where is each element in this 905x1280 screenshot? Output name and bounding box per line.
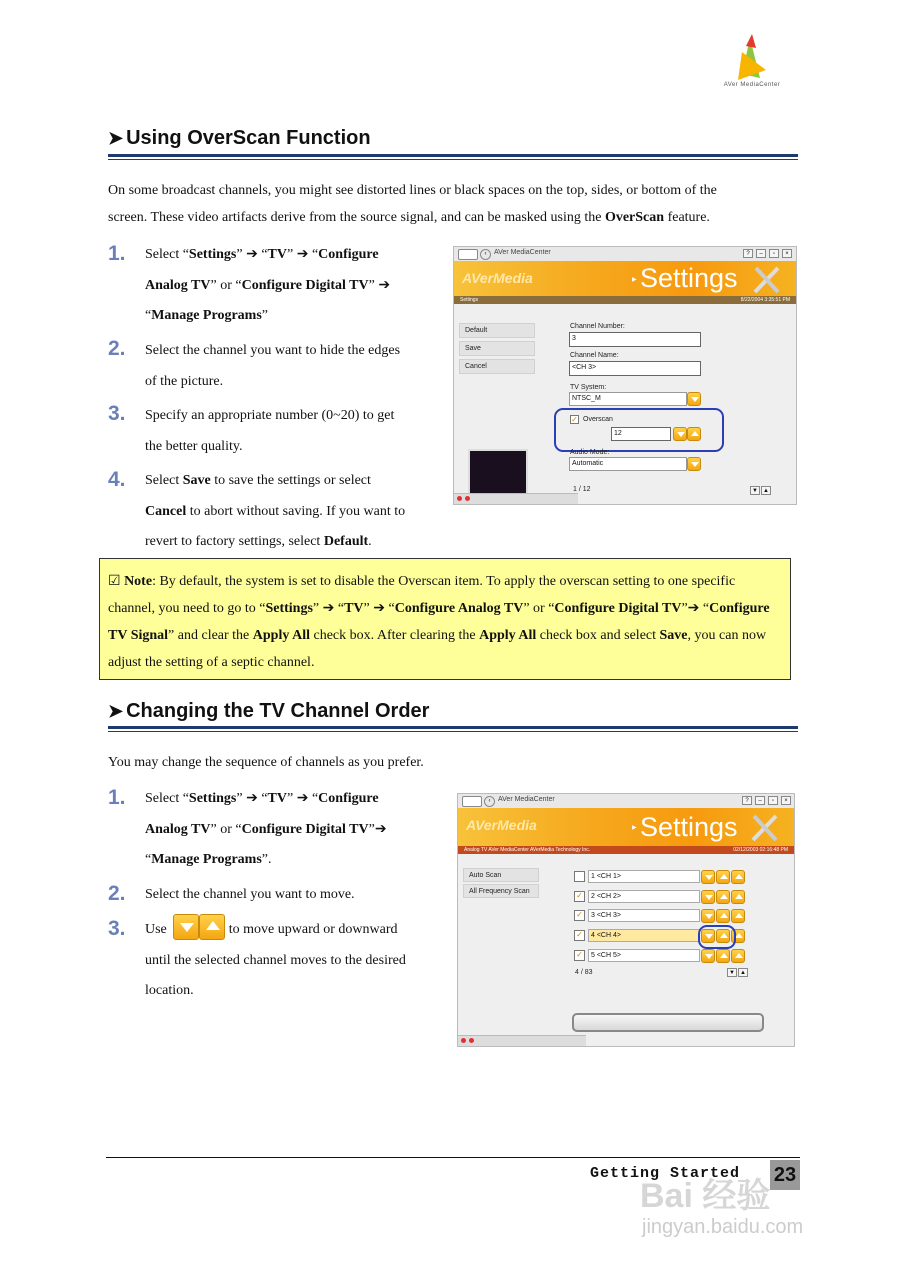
dropdown-icon [687, 457, 701, 471]
step-text: Use to move upward or downward until the selected channel moves to the desired location. [145, 915, 440, 1007]
move-up-icon [731, 890, 745, 904]
step-number: 4. [108, 468, 126, 491]
minimize-icon: – [755, 796, 765, 805]
overscan-checkbox: ✓ [571, 415, 578, 424]
channel-row: 5 <CH 5> [588, 949, 700, 962]
move-up-icon [731, 870, 745, 884]
page-indicator: 4 / 83 [575, 969, 593, 976]
step-number: 3. [108, 917, 126, 940]
move-down-icon [701, 890, 715, 904]
cancel-button: Cancel [459, 359, 535, 374]
overscan-value-field: 12 [611, 427, 671, 441]
brand-text: AVerMedia [466, 817, 537, 833]
channel-name-field: <CH 3> [569, 361, 701, 376]
step-text: Select the channel you want to hide the edges of the picture. [145, 343, 401, 389]
tools-icon [750, 262, 784, 296]
move-down-icon [701, 870, 715, 884]
help-icon: ? [743, 249, 753, 258]
player-controls [458, 1035, 586, 1046]
channel-number-field: 3 [569, 332, 701, 347]
move-up-icon [731, 949, 745, 963]
player-controls [454, 493, 578, 504]
section-rule-thin [108, 159, 798, 160]
move-up-icon [716, 890, 730, 904]
move-down-icon [701, 949, 715, 963]
banner-title: Settings [640, 812, 738, 842]
channel-checkbox: ✓ [574, 950, 585, 961]
step-text: Select “Settings” ➔ “TV” ➔ “Configure Analog TV” or “Configure Digital TV”➔ “Manage Programs”. [145, 791, 387, 867]
move-arrows-icon [169, 920, 227, 940]
step-text: Select the channel you want to move. [145, 887, 355, 902]
audio-mode-label: Audio Mode: [570, 449, 610, 456]
channel-number-label: Channel Number: [570, 323, 625, 330]
checkbox-icon: ☑ [108, 573, 121, 589]
close-icon: × [781, 796, 791, 805]
section-rule [108, 154, 798, 157]
channel-row: 2 <CH 2> [588, 890, 700, 903]
logo-text: AVer MediaCenter [723, 82, 781, 88]
page-up-icon: ▲ [761, 486, 771, 495]
brand-text: AVerMedia [462, 270, 533, 286]
watermark-url: jingyan.baidu.com [642, 1216, 804, 1238]
footer-rule [106, 1157, 800, 1158]
section-title-overscan: ➤ Using OverScan Function [108, 127, 371, 149]
move-up-icon [716, 909, 730, 923]
help-icon: ? [742, 796, 752, 805]
window-titlebar [454, 247, 796, 262]
note-text: ☑ Note: By default, the system is set to disable the Overscan item. To apply the overscan setting to one specific channel, you need to go to “Settings” ➔ “TV” ➔ “Configure Analog TV” or “Configure Digital TV”➔ “Configure TV Signal” and clear the Apply All check box. After clearing the Apply All check box and select Save, you can now adjust the setting of a septic channel. [108, 573, 770, 670]
home-icon [462, 796, 482, 807]
step-text: Specify an appropriate number (0~20) to get the better quality. [145, 408, 395, 454]
section-rule [108, 726, 798, 729]
audio-mode-select: Automatic [569, 457, 687, 471]
default-button: Default [459, 323, 535, 338]
home-icon [458, 249, 478, 260]
window-titlebar [458, 794, 794, 809]
settings-screenshot [453, 246, 797, 505]
increase-icon [687, 427, 701, 441]
back-icon: ‹ [484, 796, 495, 807]
intro-paragraph: On some broadcast channels, you might see distorted lines or black spaces on the top, sides, or bottom of the screen. These video artifacts derive from the source signal, and can be masked using the OverScan feature. [108, 183, 717, 225]
channel-checkbox [574, 871, 585, 882]
status-strip: Settings 8/22/2004 3:35:51 PM [454, 296, 796, 304]
back-icon: ‹ [480, 249, 491, 260]
page-indicator: 1 / 12 [573, 486, 591, 493]
section-rule-thin [108, 731, 798, 732]
move-up-icon [716, 870, 730, 884]
minimize-icon: – [756, 249, 766, 258]
settings-banner [458, 808, 794, 846]
channel-row: 3 <CH 3> [588, 909, 700, 922]
tv-system-select: NTSC_M [569, 392, 687, 406]
section-title-channel-order: ➤ Changing the TV Channel Order [108, 700, 430, 722]
step-number: 1. [108, 242, 126, 265]
close-icon: × [782, 249, 792, 258]
step-number: 2. [108, 882, 126, 905]
banner-title: Settings [640, 263, 738, 293]
dropdown-icon [687, 392, 701, 406]
channel-checkbox: ✓ [574, 910, 585, 921]
save-button: Save [459, 341, 535, 356]
step-number: 1. [108, 786, 126, 809]
footer-label: Getting Started [590, 1165, 741, 1182]
progress-bar [572, 1013, 764, 1032]
move-buttons-highlight [698, 925, 736, 949]
restore-icon: ▫ [769, 249, 779, 258]
step-text: Select “Settings” ➔ “TV” ➔ “Configure Analog TV” or “Configure Digital TV” ➔ “Manage Programs” [145, 247, 391, 323]
watermark: Bai 经验 [640, 1177, 771, 1215]
step-number: 3. [108, 402, 126, 425]
manage-programs-screenshot [457, 793, 795, 1047]
auto-scan-button: Auto Scan [463, 868, 539, 882]
decrease-icon [673, 427, 687, 441]
move-down-icon [701, 909, 715, 923]
step-number: 2. [108, 337, 126, 360]
arrow-icon: ▶ [632, 825, 637, 831]
page-up-icon: ▲ [738, 968, 748, 977]
video-preview [468, 449, 528, 497]
channel-row-selected: 4 <CH 4> [588, 929, 700, 942]
all-frequency-scan-button: All Frequency Scan [463, 884, 539, 898]
tv-system-label: TV System: [570, 384, 607, 391]
window-title: AVer MediaCenter [498, 796, 555, 803]
page-down-icon: ▼ [727, 968, 737, 977]
window-title: AVer MediaCenter [494, 249, 551, 256]
intro-paragraph: You may change the sequence of channels as you prefer. [108, 755, 424, 770]
page-down-icon: ▼ [750, 486, 760, 495]
channel-checkbox: ✓ [574, 891, 585, 902]
channel-checkbox: ✓ [574, 930, 585, 941]
overscan-label: Overscan [583, 416, 613, 423]
restore-icon: ▫ [768, 796, 778, 805]
channel-row: 1 <CH 1> [588, 870, 700, 883]
tools-icon [748, 810, 782, 844]
page-number: 23 [770, 1160, 800, 1190]
channel-name-label: Channel Name: [570, 352, 619, 359]
settings-banner [454, 261, 796, 296]
arrow-icon: ▶ [632, 277, 637, 283]
move-up-icon [731, 909, 745, 923]
move-up-icon [716, 949, 730, 963]
step-text: Select Save to save the settings or select Cancel to abort without saving. If you want to revert to factory settings, select Default. [145, 473, 406, 549]
status-strip: Analog TV AVer MediaCenter AVerMedia Technology Inc. 02/12/2003 02:16:48 PM [458, 846, 794, 854]
